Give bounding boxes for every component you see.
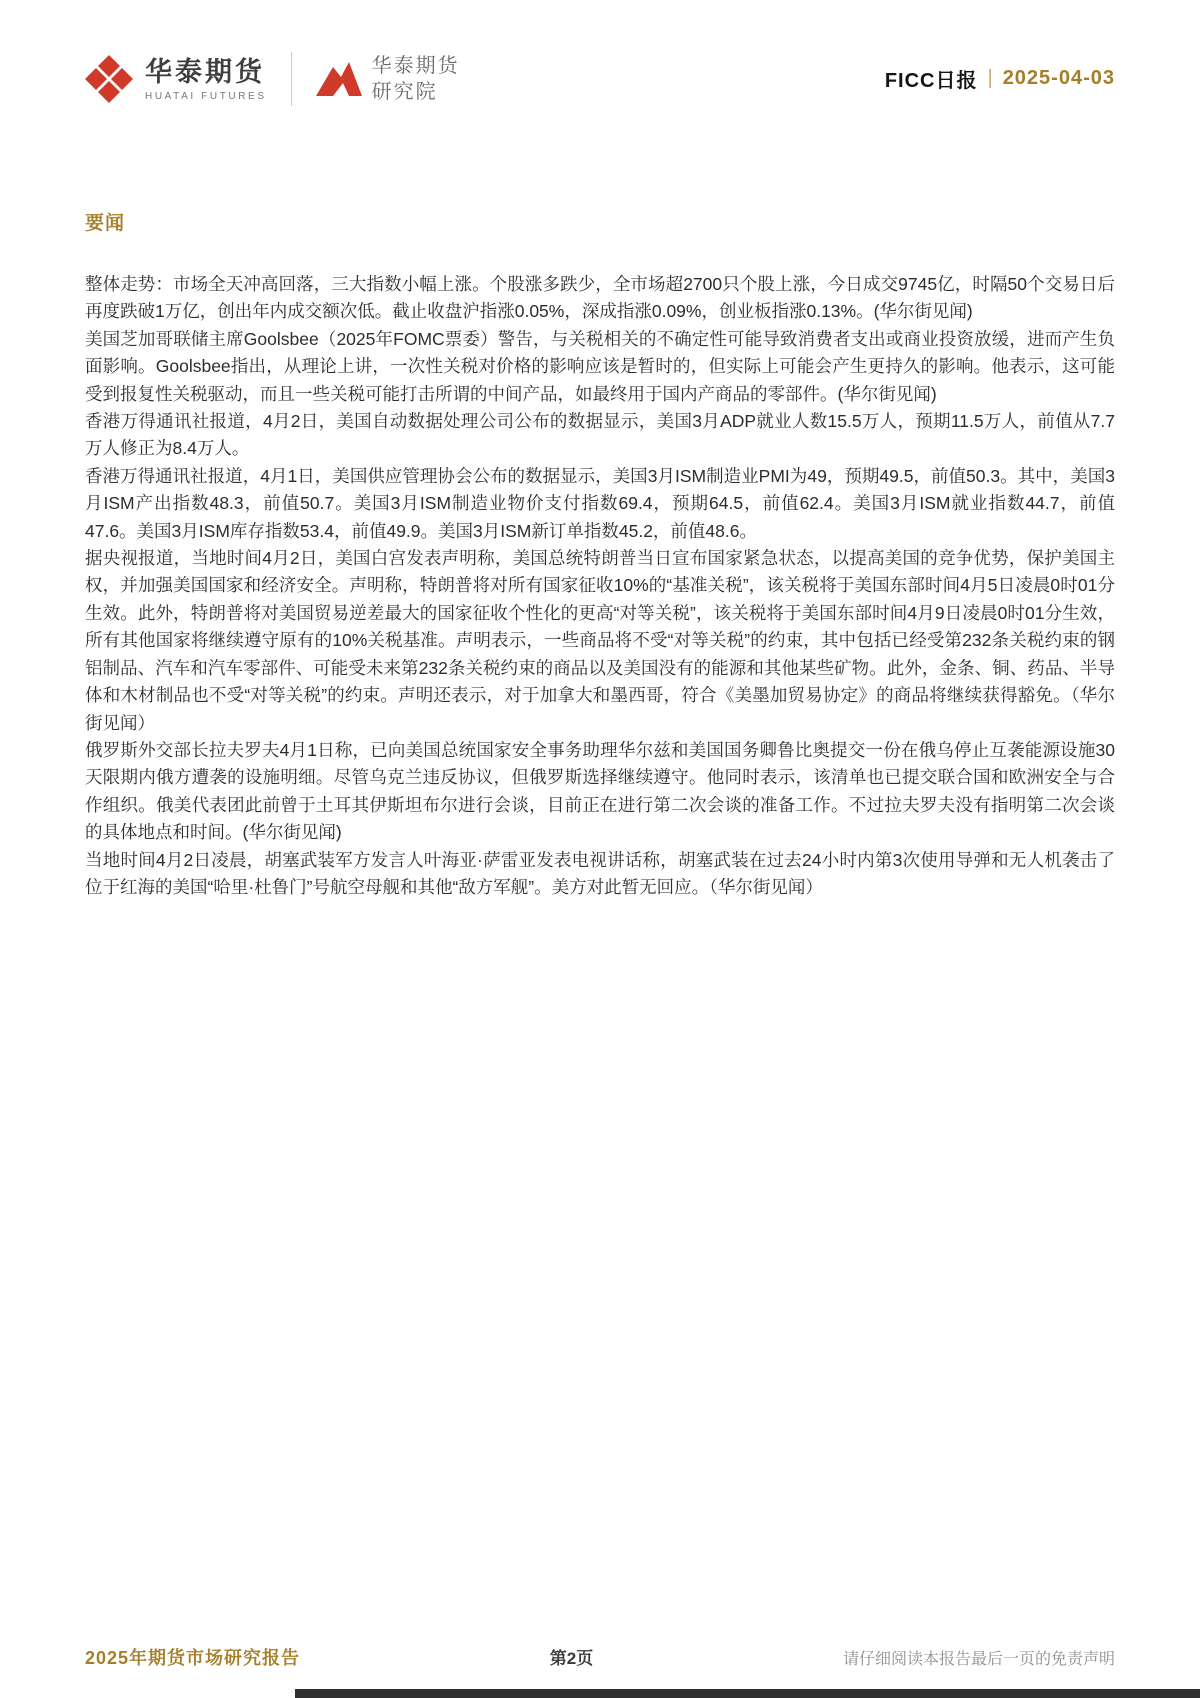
brand-block xyxy=(85,52,460,106)
brand-name: 华泰期货 xyxy=(145,56,265,87)
news-paragraph-market-overview: 整体走势：市场全天冲高回落，三大指数小幅上涨。个股涨多跌少，全市场超2700只个股上涨，今日成交9745亿，时隔50个交易日后再度跌破1万亿，创出年内成交额次低。截止收盘沪指涨0.05%，深成指涨0.09%，创业板指涨0.13%。(华尔街见闻) xyxy=(85,274,1115,322)
section-title: 要闻 xyxy=(85,213,126,234)
brand-name-en: HUATAI FUTURES xyxy=(145,90,267,102)
header-divider xyxy=(291,52,292,106)
huatai-institute-mark-icon xyxy=(316,60,362,98)
news-paragraph-goolsbee: 美国芝加哥联储主席Goolsbee（2025年FOMC票委）警告，与关税相关的不确定性可能导致消费者支出或商业投资放缓，进而产生负面影响。Goolsbee指出，从理论上讲，一次性关税对价格的影响应该是暂时的，但实际上可能会产生更持久的影响。他表示，这可能受到报复性关税驱动，而且一些关税可能打击所谓的中间产品，如最终用于国内产商品的零部件。(华尔街见闻) xyxy=(85,328,1115,404)
report-body xyxy=(85,208,1115,901)
bottom-edge-bar xyxy=(295,1689,1200,1698)
news-paragraph-adp: 香港万得通讯社报道，4月2日，美国自动数据处理公司公布的数据显示，美国3月ADP就业人数15.5万人，预期11.5万人，前值从7.7万人修正为8.4万人。 xyxy=(85,411,1115,459)
footer-disclaimer: 请仔细阅读本报告最后一页的免责声明 xyxy=(842,1651,1115,1668)
institute-division: 研究院 xyxy=(371,81,438,103)
report-type-label: FICC日报 xyxy=(884,70,978,92)
news-paragraph-ism: 香港万得通讯社报道，4月1日，美国供应管理协会公布的数据显示，美国3月ISM制造业PMI为49，预期49.5，前值50.3。其中，美国3月ISM产出指数48.3，前值50.7。美国3月ISM制造业物价支付指数69.4，预期64.5，前值62.4。美国3月ISM就业指数44.7，前值47.6。美国3月ISM库存指数53.4，前值49.9。美国3月ISM新订单指数45.2，前值48.6。 xyxy=(85,465,1115,541)
page-header xyxy=(85,52,1115,106)
huatai-diamond-logo-icon xyxy=(85,55,133,103)
brand-text xyxy=(145,57,267,102)
footer-page-number: 第2页 xyxy=(549,1649,594,1668)
institute-text xyxy=(372,53,460,105)
institute-name: 华泰期货 xyxy=(371,55,460,77)
news-paragraph-houthi: 当地时间4月2日凌晨，胡塞武装军方发言人叶海亚·萨雷亚发表电视讲话称，胡塞武装在过去24小时内第3次使用导弹和无人机袭击了位于红海的美国“哈里·杜鲁门”号航空母舰和其他“敌方军舰”。美方对此暂无回应。（华尔街见闻） xyxy=(85,849,1115,897)
report-meta xyxy=(885,64,1115,93)
meta-separator: | xyxy=(987,67,993,89)
report-date: 2025-04-03 xyxy=(1002,67,1115,89)
page-footer xyxy=(85,1644,1115,1670)
news-paragraph-lavrov: 俄罗斯外交部长拉夫罗夫4月1日称，已向美国总统国家安全事务助理华尔兹和美国国务卿鲁比奥提交一份在俄乌停止互袭能源设施30天限期内俄方遭袭的设施明细。尽管乌克兰违反协议，但俄罗斯选择继续遵守。他同时表示，该清单也已提交联合国和欧洲安全与合作组织。俄美代表团此前曾于土耳其伊斯坦布尔进行会谈，目前正在进行第二次会谈的准备工作。不过拉夫罗夫没有指明第二次会谈的具体地点和时间。(华尔街见闻) xyxy=(85,739,1115,843)
news-paragraph-tariffs: 据央视报道，当地时间4月2日，美国白宫发表声明称，美国总统特朗普当日宣布国家紧急状态，以提高美国的竞争优势，保护美国主权，并加强美国国家和经济安全。声明称，特朗普将对所有国家征收10%的“基准关税”，该关税将于美国东部时间4月5日凌晨0时01分生效。此外，特朗普将对美国贸易逆差最大的国家征收个性化的更高“对等关税”，该关税将于美国东部时间4月9日凌晨0时01分生效，所有其他国家将继续遵守原有的10%关税基准。声明表示，一些商品将不受“对等关税”的约束，其中包括已经受第232条关税约束的钢铝制品、汽车和汽车零部件、可能受未来第232条关税约束的商品以及美国没有的能源和其他某些矿物。此外，金条、铜、药品、半导体和木材制品也不受“对等关税”的约束。声明还表示，对于加拿大和墨西哥，符合《美墨加贸易协定》的商品将继续获得豁免。（华尔街见闻） xyxy=(85,548,1115,733)
footer-report-series: 2025年期货市场研究报告 xyxy=(85,1648,301,1668)
